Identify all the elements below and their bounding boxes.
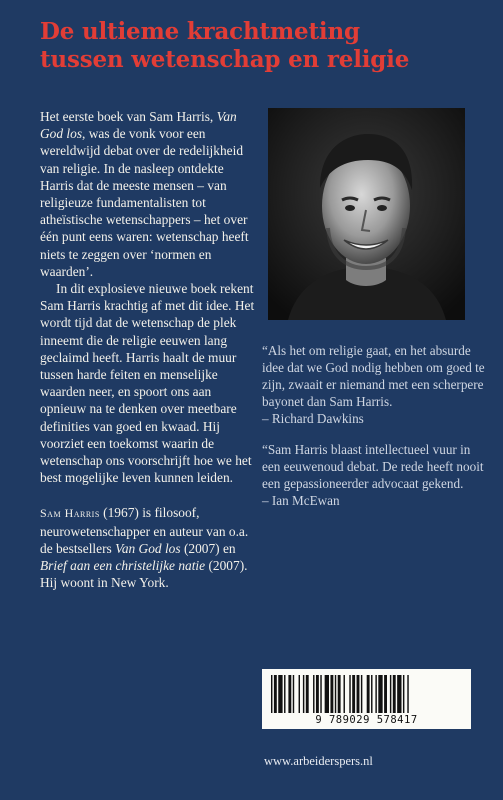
barcode-bar	[349, 675, 350, 713]
barcode-bar	[320, 675, 321, 713]
blurb-p1-rest: , was de vonk voor een wereldwijd debat over de redelijkheid van religie. In de nasleep ontdekte Harris dat de meeste mensen – van religieuze fundamentalisten tot atheïstische wetenschappers – het over één punt eens waren: wetenschap heeft niets te zeggen over ‘normen en waarden’.	[40, 126, 249, 279]
author-bio-book-2: Brief aan een christelijke natie	[40, 558, 206, 574]
barcode-digits: 9 789029 578417	[315, 714, 418, 726]
barcode-bar	[384, 675, 387, 713]
barcode-bar	[303, 675, 304, 713]
barcode-bar	[313, 675, 314, 713]
author-portrait	[268, 108, 465, 320]
headline-line-2: tussen wetenschap en religie	[40, 46, 410, 73]
blurb-column	[40, 108, 255, 591]
barcode-bar	[293, 675, 294, 713]
review-quote-text: “Sam Harris blaast intellectueel vuur in een eeuwenoud debat. De rede heeft nooit een gepassioneerder advocaat gekend.	[262, 442, 484, 491]
blurb-paragraph-1	[40, 108, 255, 280]
author-name: Sam Harris	[40, 506, 100, 521]
review-quotes	[262, 342, 487, 523]
review-quote	[262, 441, 487, 509]
barcode-bar	[357, 675, 360, 713]
barcode-bar	[367, 675, 370, 713]
author-bio-text-2: (2007) en	[180, 540, 236, 556]
author-bio	[40, 504, 255, 591]
author-bio-text-1: (1967) is filosoof, neurowetenschapper en auteur van o.a. de bestsellers	[40, 505, 249, 556]
blurb-p1-title: Van God los	[40, 109, 237, 142]
barcode-bar	[330, 675, 333, 713]
blurb-p1-intro: Het eerste boek van Sam Harris,	[40, 109, 217, 124]
barcode-bar	[403, 675, 404, 713]
barcode-bar	[397, 675, 401, 713]
author-bio-book-1: Van God los	[115, 540, 181, 556]
barcode	[262, 669, 471, 729]
review-quote-attribution: – Richard Dawkins	[262, 411, 364, 426]
barcode-bar	[390, 675, 391, 713]
headline	[40, 18, 490, 74]
barcode-bar	[271, 675, 272, 713]
barcode-bar	[325, 675, 329, 713]
barcode-bar	[393, 675, 396, 713]
barcode-bar	[316, 675, 319, 713]
barcode-bar	[284, 675, 285, 713]
barcode-bar	[375, 675, 376, 713]
barcode-bar	[344, 675, 345, 713]
author-portrait-graphic	[268, 108, 465, 320]
barcode-bar	[335, 675, 336, 713]
review-quote	[262, 342, 487, 427]
barcode-bar	[278, 675, 282, 713]
barcode-bar	[371, 675, 372, 713]
barcode-bar	[288, 675, 291, 713]
publisher-website: www.arbeiderspers.nl	[264, 754, 373, 768]
barcode-bar	[306, 675, 309, 713]
barcode-bar	[378, 675, 382, 713]
review-quote-text: “Als het om religie gaat, en het absurde idee dat we God nodig hebben om goed te zijn, zwaait er niemand met een scherpere bayonet dan Sam Harris.	[262, 343, 485, 409]
barcode-bar	[338, 675, 341, 713]
author-bio-text-3: (2007). Hij woont in New York.	[40, 558, 248, 591]
headline-line-1: De ultieme krachtmeting	[40, 18, 360, 45]
barcode-bar	[299, 675, 300, 713]
barcode-bar	[352, 675, 355, 713]
blurb-paragraph-2: In dit explosieve nieuwe boek rekent Sam Harris krachtig af met dit idee. Het wordt tijd dat de wetenschap de plek inneemt die de religie eeuwen lang geclaimd heeft. Harris haalt de muur tussen harde feiten en menselijke waarden neer, en spoort ons aan opnieuw na te denken over meetbare definities van goed en kwaad. Hij voorziet een toekomst waarin de wetenschap ons voorschrijft hoe we het best mogelijke leven kunnen leiden.	[40, 281, 255, 486]
barcode-bar	[361, 675, 362, 713]
barcode-bar	[407, 675, 408, 713]
review-quote-attribution: – Ian McEwan	[262, 493, 340, 508]
barcode-bar	[274, 675, 277, 713]
barcode-bars	[271, 675, 462, 713]
